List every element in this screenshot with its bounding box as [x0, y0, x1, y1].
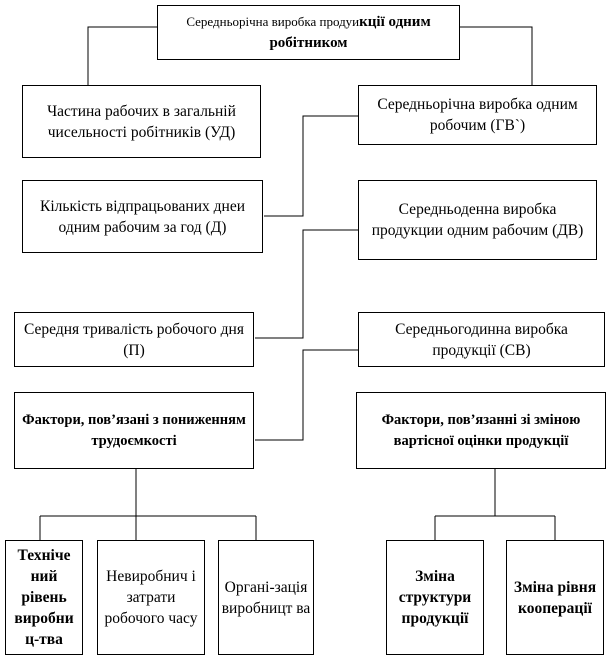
- node-sv: [358, 312, 605, 367]
- node-sv-label: Середньогодинна виробка продукції (СВ): [395, 320, 568, 359]
- node-p: [14, 312, 254, 367]
- node-tech-level: [5, 540, 83, 655]
- node-structure-change: [386, 540, 484, 655]
- node-value-factors: [356, 392, 606, 469]
- node-cooperation-change-label: Зміна рівня кооперації: [513, 578, 597, 617]
- node-ud: [22, 85, 261, 158]
- node-dv: [358, 180, 597, 260]
- node-organization: [218, 540, 314, 655]
- node-ud-label: Частина рабочих в загальній чисельності робітників (УД): [47, 102, 236, 141]
- node-tech-level-label: Техніче ний рівень виробни ц-тва: [14, 547, 74, 648]
- node-structure-change-label: Зміна структури продукції: [398, 568, 472, 627]
- node-d: [22, 180, 263, 253]
- node-d-label: Кількість відпрацьованих днеи одним рабочим за год (Д): [40, 197, 245, 236]
- top-node: [157, 5, 460, 60]
- top-node-label-line2: робітником: [269, 35, 348, 51]
- top-node-label-bold: кції одним: [359, 14, 431, 30]
- top-node-label-normal: Середньорічна виробка продуи: [186, 14, 360, 29]
- node-nonproductive-time-label: Невиробнич і затрати робочого часу: [104, 568, 198, 627]
- node-value-factors-label: Фактори, пов’язанні зі зміною вартісної оцінки продукції: [381, 411, 581, 449]
- node-nonproductive-time: [97, 540, 205, 655]
- node-labor-factors: [14, 392, 254, 469]
- node-gv: [358, 85, 597, 145]
- node-cooperation-change: [506, 540, 604, 655]
- node-p-label: Середня тривалість робочого дня (П): [24, 320, 244, 359]
- node-dv-label: Середньоденна виробка продукции одним рабочим (ДВ): [371, 201, 584, 239]
- node-labor-factors-label: Фактори, пов’язані з пониженням трудоємкості: [22, 411, 246, 449]
- node-gv-label: Середньорічна виробка одним робочим (ГВ`): [377, 96, 578, 134]
- node-organization-label: Органі-зація виробницт ва: [221, 578, 311, 617]
